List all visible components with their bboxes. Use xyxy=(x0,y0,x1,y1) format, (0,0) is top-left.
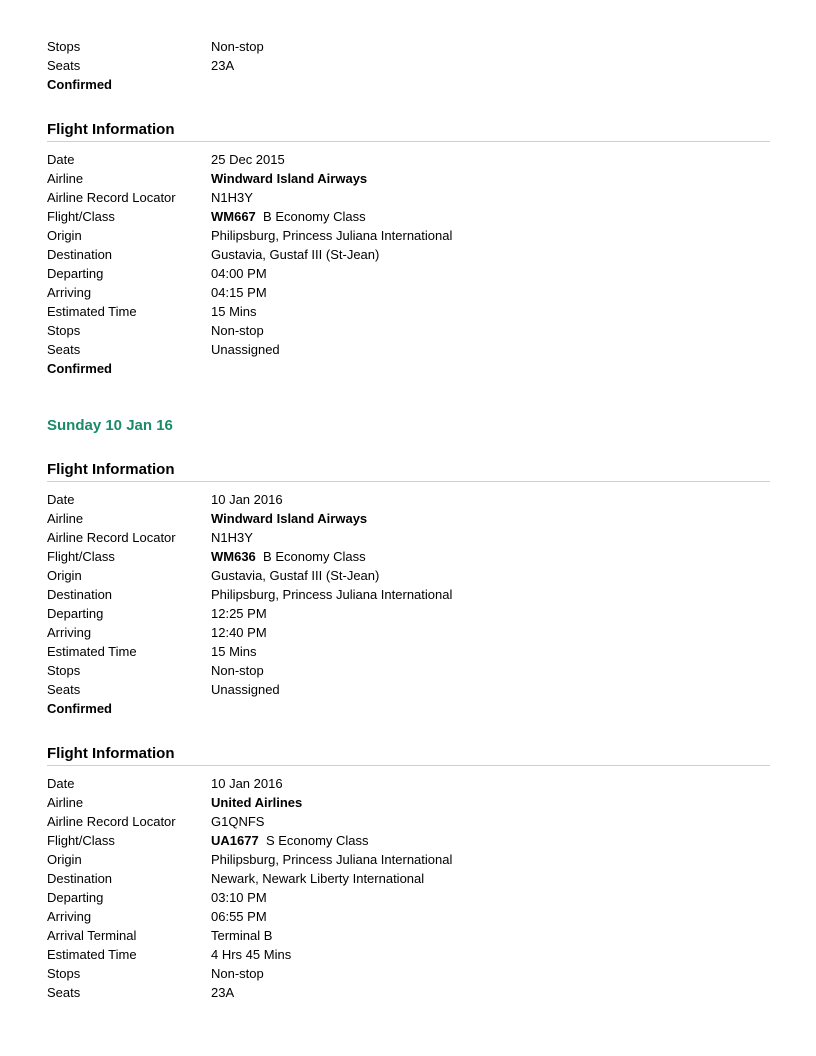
row-label: Airline Record Locator xyxy=(47,190,176,205)
day-heading: Sunday 10 Jan 16 xyxy=(47,417,173,434)
detail-row xyxy=(47,245,770,264)
flight-number: WM667 xyxy=(211,209,256,224)
estimated-time-value: 4 Hrs 45 Mins xyxy=(211,947,292,962)
detail-row xyxy=(47,340,770,359)
section-title: Flight Information xyxy=(47,460,770,482)
airline-value: Windward Island Airways xyxy=(211,511,368,526)
row-label: Airline Record Locator xyxy=(47,814,176,829)
section-title: Flight Information xyxy=(47,120,770,142)
flight-block xyxy=(47,120,770,378)
detail-row xyxy=(47,302,770,321)
arriving-value: 12:40 PM xyxy=(211,625,267,640)
detail-row xyxy=(47,888,770,907)
detail-row xyxy=(47,321,770,340)
stops-value: Non-stop xyxy=(211,663,264,678)
date-value: 10 Jan 2016 xyxy=(211,492,283,507)
locator-value: G1QNFS xyxy=(211,814,265,829)
airline-value: Windward Island Airways xyxy=(211,171,368,186)
row-label: Estimated Time xyxy=(47,947,137,962)
row-label: Stops xyxy=(47,323,81,338)
row-label: Stops xyxy=(47,39,81,54)
row-label: Flight/Class xyxy=(47,549,115,564)
row-label: Arriving xyxy=(47,285,92,300)
locator-value: N1H3Y xyxy=(211,190,253,205)
detail-row xyxy=(47,604,770,623)
date-value: 25 Dec 2015 xyxy=(211,152,285,167)
detail-row xyxy=(47,869,770,888)
estimated-time-value: 15 Mins xyxy=(211,304,257,319)
row-label: Estimated Time xyxy=(47,304,137,319)
row-label: Estimated Time xyxy=(47,644,137,659)
row-label: Airline xyxy=(47,511,84,526)
row-label: Flight/Class xyxy=(47,833,115,848)
detail-row xyxy=(47,150,770,169)
detail-row xyxy=(47,188,770,207)
row-label: Airline xyxy=(47,171,84,186)
row-label: Seats xyxy=(47,342,81,357)
row-label: Seats xyxy=(47,985,81,1000)
detail-row xyxy=(47,37,770,56)
section-title: Flight Information xyxy=(47,744,770,766)
row-label: Airline Record Locator xyxy=(47,530,176,545)
airline-value: United Airlines xyxy=(211,795,303,810)
detail-row xyxy=(47,264,770,283)
row-label: Origin xyxy=(47,568,82,583)
row-label: Arriving xyxy=(47,909,92,924)
flight-number: WM636 xyxy=(211,549,256,564)
seats-value: 23A xyxy=(211,985,235,1000)
detail-row xyxy=(47,793,770,812)
row-label: Airline xyxy=(47,795,84,810)
departing-value: 03:10 PM xyxy=(211,890,267,905)
status-confirmed: Confirmed xyxy=(47,361,112,376)
detail-row xyxy=(47,983,770,1002)
row-label: Destination xyxy=(47,247,113,262)
seats-value: Unassigned xyxy=(211,342,280,357)
destination-value: Newark, Newark Liberty International xyxy=(211,871,425,886)
detail-row xyxy=(47,926,770,945)
detail-row xyxy=(47,585,770,604)
detail-row xyxy=(47,283,770,302)
detail-row xyxy=(47,490,770,509)
detail-row xyxy=(47,680,770,699)
detail-row xyxy=(47,509,770,528)
origin-value: Philipsburg, Princess Juliana International xyxy=(211,852,453,867)
detail-row xyxy=(47,964,770,983)
row-label: Stops xyxy=(47,966,81,981)
fare-class: B Economy Class xyxy=(263,209,366,224)
detail-row xyxy=(47,207,770,226)
row-label: Date xyxy=(47,152,75,167)
flight-block xyxy=(47,460,770,718)
detail-row xyxy=(47,661,770,680)
row-label: Arriving xyxy=(47,625,92,640)
destination-value: Gustavia, Gustaf III (St-Jean) xyxy=(211,247,380,262)
fare-class: S Economy Class xyxy=(265,833,369,848)
departing-value: 04:00 PM xyxy=(211,266,267,281)
seats-value: Unassigned xyxy=(211,682,280,697)
row-value: Non-stop xyxy=(211,39,264,54)
row-label: Arrival Terminal xyxy=(47,928,137,943)
row-label: Departing xyxy=(47,266,104,281)
row-label: Origin xyxy=(47,228,82,243)
row-label: Departing xyxy=(47,606,104,621)
row-label: Date xyxy=(47,776,75,791)
row-label: Departing xyxy=(47,890,104,905)
arriving-value: 06:55 PM xyxy=(211,909,267,924)
detail-row xyxy=(47,850,770,869)
row-label: Flight/Class xyxy=(47,209,115,224)
detail-row xyxy=(47,774,770,793)
origin-value: Gustavia, Gustaf III (St-Jean) xyxy=(211,568,380,583)
row-label: Stops xyxy=(47,663,81,678)
detail-row xyxy=(47,56,770,75)
departing-value: 12:25 PM xyxy=(211,606,267,621)
detail-row xyxy=(47,547,770,566)
row-label: Date xyxy=(47,492,75,507)
row-label: Seats xyxy=(47,58,81,73)
row-value: 23A xyxy=(211,58,235,73)
detail-row xyxy=(47,566,770,585)
row-label: Origin xyxy=(47,852,82,867)
detail-row xyxy=(47,812,770,831)
flight-class-value xyxy=(211,547,770,566)
detail-row xyxy=(47,623,770,642)
stops-value: Non-stop xyxy=(211,966,264,981)
stops-value: Non-stop xyxy=(211,323,264,338)
status-confirmed: Confirmed xyxy=(47,77,112,92)
detail-row xyxy=(47,945,770,964)
fare-class: B Economy Class xyxy=(263,549,366,564)
row-label: Seats xyxy=(47,682,81,697)
destination-value: Philipsburg, Princess Juliana International xyxy=(211,587,453,602)
detail-row xyxy=(47,528,770,547)
previous-flight-tail xyxy=(47,37,770,94)
detail-row xyxy=(47,907,770,926)
date-value: 10 Jan 2016 xyxy=(211,776,283,791)
detail-row xyxy=(47,831,770,850)
origin-value: Philipsburg, Princess Juliana International xyxy=(211,228,453,243)
flight-block xyxy=(47,744,770,1002)
row-label: Destination xyxy=(47,871,113,886)
flight-number: UA1677 xyxy=(211,833,259,848)
detail-row xyxy=(47,226,770,245)
arrival-terminal-value: Terminal B xyxy=(211,928,273,943)
detail-row xyxy=(47,169,770,188)
detail-row xyxy=(47,642,770,661)
flight-class-value xyxy=(211,831,770,850)
status-confirmed: Confirmed xyxy=(47,701,112,716)
estimated-time-value: 15 Mins xyxy=(211,644,257,659)
flight-class-value xyxy=(211,207,770,226)
row-label: Destination xyxy=(47,587,113,602)
arriving-value: 04:15 PM xyxy=(211,285,267,300)
locator-value: N1H3Y xyxy=(211,530,253,545)
